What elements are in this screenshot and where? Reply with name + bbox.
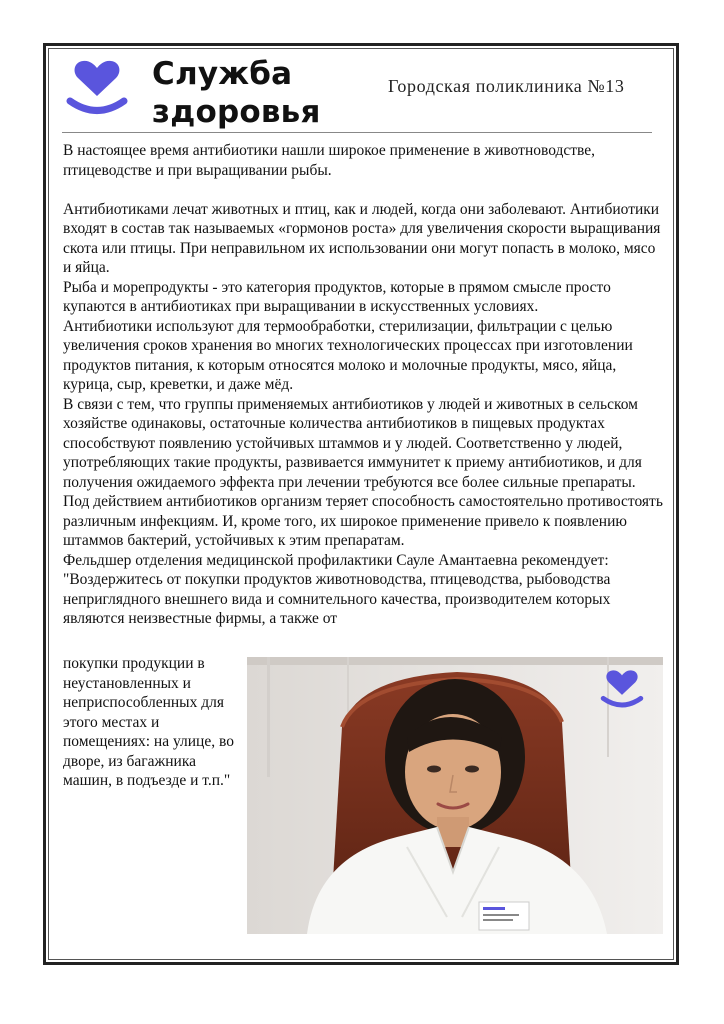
paragraph-6: Под действием антибиотиков организм теряет способность самостоятельно противостоять различным инфекциям. И, кроме того, их широкое применение привело к появлению штаммов бактерий, устойчивых к этим препаратам.: [63, 493, 663, 549]
paragraph-4: Антибиотики используют для термообработки, стерилизации, фильтрации с целью увеличения сроков хранения во многих технологических процессах при изготовлении продуктов питания, к которым относятся молоко и молочные продукты, мясо, яйца, курица, сыр, креветки, и даже мёд.: [63, 317, 633, 393]
portrait-photo: [247, 657, 663, 934]
paragraph-7: Фельдшер отделения медицинской профилактики Сауле Амантаевна рекомендует: "Воздержитесь от покупки продуктов животноводства, птицеводства, рыбоводства непригляднoго внешнего вида и сомнительного качества, производителем которых являются неизвестные фирмы, а также от: [63, 551, 611, 627]
paragraph-gap: [63, 180, 663, 200]
paragraph-5: В связи с тем, что группы применяемых антибиотиков у людей и животных в сельском хозяйстве одинаковы, остаточные количества антибиотиков в пищевых продуктах способствуют появлению устойчивых штаммов и у людей. Соответственно у людей, употребляющих такие продукты, развивается иммунитет к приему антибиотиков, и для получения ожидаемого эффекта при лечении требуются все более сильные препараты.: [63, 395, 642, 491]
heart-smile-icon: [64, 56, 130, 122]
paragraph-3: Рыба и морепродукты - это категория продуктов, которые в прямом смысле просто купаются в антибиотиках при выращивании в искусственных условиях.: [63, 278, 611, 315]
header-divider: [62, 132, 652, 133]
clinic-name: Городская поликлиника №13: [388, 76, 625, 96]
brand-title-line-2: здоровья: [152, 94, 321, 130]
paragraph-7-continuation: покупки продукции в неустановленных и неприспособленных для этого местах и помещениях: на улице, во дворе, из багажника машин, в подъезде и т.п.": [63, 655, 234, 789]
heart-smile-icon: [599, 667, 645, 713]
paragraph-2: Антибиотиками лечат животных и птиц, как и людей, когда они заболевают. Антибиотики входят в состав так называемых «гормонов роста» для увеличения скорости выращивания скота или птицы. При неправильном их использовании они могут попасть в молоко, мясо и яйца.: [63, 200, 661, 276]
brand-title-line-1: Служба: [152, 56, 293, 92]
paragraph-1: В настоящее время антибиотики нашли широкое применение в животноводстве, птицеводстве и при выращивании рыбы.: [63, 142, 596, 179]
article-body: [63, 141, 663, 629]
brand-title: [152, 55, 321, 131]
